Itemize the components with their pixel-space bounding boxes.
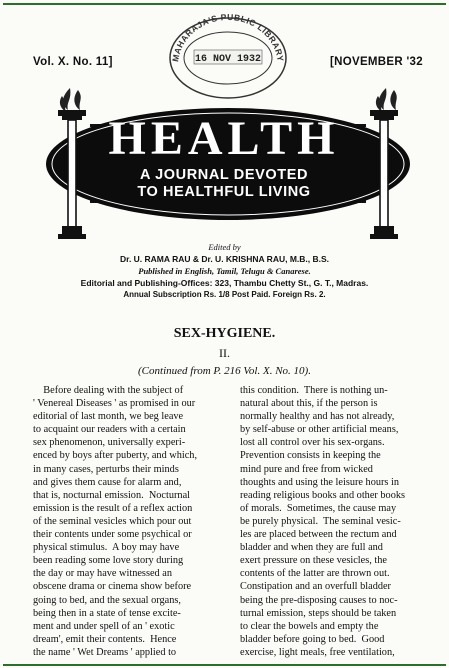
article-left-column <box>33 384 223 659</box>
journal-subtitle-line-2: TO HEALTHFUL LIVING <box>137 184 311 200</box>
article-line: contents of the latter are thrown out. <box>240 568 390 580</box>
article-line: bladder before going to bed. Good <box>240 633 385 645</box>
article-line: reading religious books and other books <box>240 489 406 501</box>
issue-month: [NOVEMBER '32 <box>330 56 423 68</box>
article-line: dream', emit their contents. Hence <box>33 633 177 645</box>
office-address: Editorial and Publishing-Offices: 323, Thambu Chetty St., G. T., Madras. <box>80 278 369 288</box>
subscription-line: Annual Subscription Rs. 1/8 Post Paid. Foreign Rs. 2. <box>123 290 326 299</box>
journal-title: HEALTH <box>108 112 340 165</box>
article-line: of the seminal vesicles which pour out <box>33 515 192 527</box>
article-line: to acquaint our readers with a certain <box>33 424 186 436</box>
article-title: SEX-HYGIENE. <box>173 326 276 341</box>
article-line: this condition. There is nothing un- <box>240 385 388 396</box>
article-line: normally healthy and has not already, <box>240 411 395 423</box>
article-line: exert pressure on these vesicles, the <box>240 555 387 567</box>
top-border <box>3 3 446 5</box>
article-line: ' Venereal Diseases ' as promised in our <box>33 398 196 410</box>
article-line: thoughts and using the leisure hours in <box>240 476 400 488</box>
article-line: sex phenomenon, universally experi- <box>33 437 186 449</box>
article-line: and gives them cause for alarm and, <box>33 476 182 488</box>
article-line: the name ' Wet Dreams ' applied to <box>33 646 177 658</box>
article-line: physical stimulus. A boy may have <box>33 542 180 554</box>
article-line: les are placed between the rectum and <box>240 529 397 541</box>
article-line: mind pure and free from wicked <box>240 463 373 475</box>
article-right-column <box>240 384 430 659</box>
journal-subtitle-line-1: A JOURNAL DEVOTED <box>139 167 309 183</box>
article-line: ment and under spell of an ' exotic <box>33 620 175 632</box>
stamp-date: 16 NOV 1932 <box>194 54 262 65</box>
languages-line: Published in English, Tamil, Telugu & Canarese. <box>138 266 311 276</box>
article-part-number: II. <box>219 346 230 360</box>
article-line: be purely physical. The seminal vesic- <box>240 515 401 527</box>
continued-note: (Continued from P. 216 Vol. X. No. 10). <box>138 365 311 377</box>
article-line: natural about this, if the person is <box>240 398 378 410</box>
article-line: Prevention consists in keeping the <box>240 450 381 462</box>
stamp-library-name: MAHARAJA'S PUBLIC LIBRARY <box>170 11 286 63</box>
article-line: obscene drama or cinema show before <box>33 581 192 593</box>
article-line: their contents under some psychical or <box>33 529 192 541</box>
article-line: enced by boys after puberty, and which, <box>33 450 198 462</box>
article-line: of morals. Sometimes, the cause may <box>240 502 397 514</box>
article-line: to clear the bowels and empty the <box>240 620 379 632</box>
editors-names: Dr. U. RAMA RAU & Dr. U. KRISHNA RAU, M.B., B.S. <box>119 254 330 264</box>
article-line: going to bed, and the sexual organs, <box>33 594 181 606</box>
article-line: been reading some love story during <box>33 555 184 567</box>
article-line: in many cases, perturbs their minds <box>33 463 179 475</box>
article-line: emission is the result of a reflex action <box>33 502 193 514</box>
article-line: exercise, light meals, free ventilation, <box>240 646 395 658</box>
article-line: by self-abuse or other artificial means, <box>240 424 399 436</box>
article-line: lost all control over his sex-organs. <box>240 437 385 449</box>
article-line: Constipation and an overfull bladder <box>240 581 391 593</box>
article-line: being then in a state of tense excite- <box>33 607 181 619</box>
article-line: editorial of last month, we beg leave <box>33 411 184 423</box>
article-line: turnal emission, steps should be taken <box>240 607 397 619</box>
volume-number: Vol. X. No. 11] <box>33 56 113 68</box>
article-line: that is, nocturnal emission. Nocturnal <box>33 489 190 501</box>
article-line: the day or may have witnessed an <box>33 568 172 580</box>
edited-by-label: Edited by <box>208 242 241 252</box>
article-line: being the pre-disposing causes to noc- <box>240 594 398 606</box>
bottom-border <box>3 664 446 666</box>
article-line: Before dealing with the subject of <box>33 385 184 396</box>
article-line: bladder and when they are full and <box>240 542 383 554</box>
